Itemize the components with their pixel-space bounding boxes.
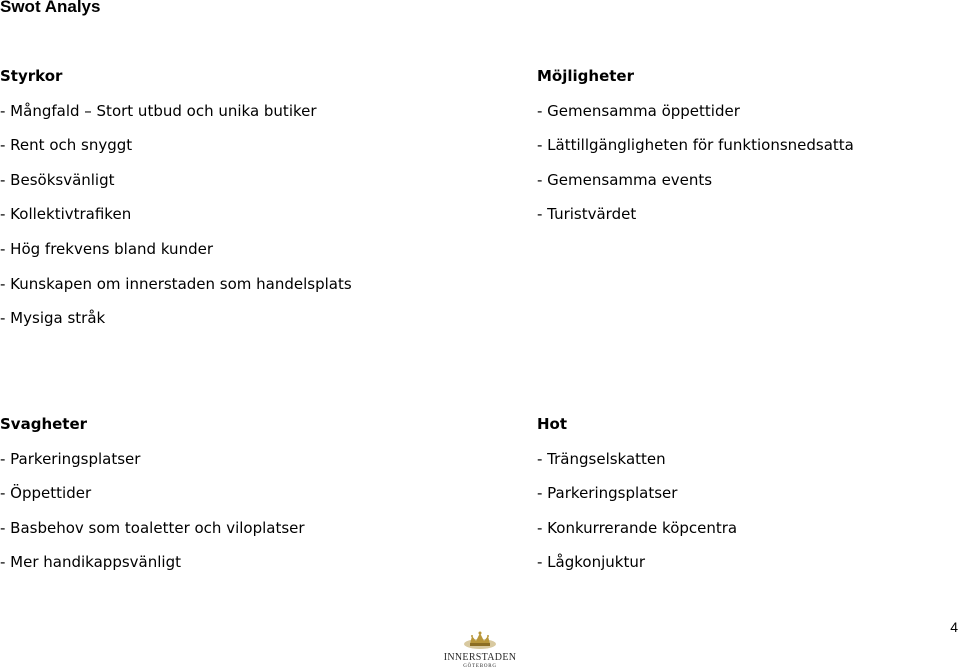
list-item: - Öppettider [0,484,92,503]
list-item: - Parkeringsplatser [0,449,141,468]
threats-heading: Hot [537,415,568,433]
list-item: - Besöksvänligt [0,170,115,189]
list-item: - Gemensamma events [537,170,713,189]
threats-section [537,414,960,572]
logo-name: INNERSTADEN [443,652,517,663]
strengths-list [0,101,440,329]
list-item: - Mångfald – Stort utbud och unika butiker [0,101,317,120]
logo-subname: GÖTEBORG [463,664,497,668]
innerstaden-logo [440,630,520,668]
list-item: - Mer handikappsvänligt [0,553,181,572]
list-item: - Lågkonjuktur [537,553,646,572]
page-title: Swot Analys [0,0,101,16]
opportunities-list [537,101,960,225]
weaknesses-section [0,414,440,572]
list-item: - Gemensamma öppettider [537,101,740,120]
list-item: - Trängselskatten [537,449,666,468]
threats-list [537,449,960,573]
list-item: - Lättillgängligheten för funktionsnedsatta [537,136,854,155]
strengths-heading: Styrkor [0,67,63,85]
page-number: 4 [950,619,958,635]
list-item: - Parkeringsplatser [537,484,678,503]
weaknesses-list [0,449,440,573]
crown-icon [464,632,496,650]
opportunities-heading: Möjligheter [537,67,634,85]
list-item: - Konkurrerande köpcentra [537,518,738,537]
list-item: - Kunskapen om innerstaden som handelsplats [0,274,352,293]
list-item: - Kollektivtrafiken [0,205,132,224]
list-item: - Rent och snyggt [0,136,133,155]
list-item: - Turistvärdet [537,205,637,224]
list-item: - Mysiga stråk [0,309,106,328]
strengths-section [0,66,440,328]
opportunities-section [537,66,960,224]
list-item: - Hög frekvens bland kunder [0,239,213,258]
weaknesses-heading: Svagheter [0,415,88,433]
list-item: - Basbehov som toaletter och viloplatser [0,518,305,537]
